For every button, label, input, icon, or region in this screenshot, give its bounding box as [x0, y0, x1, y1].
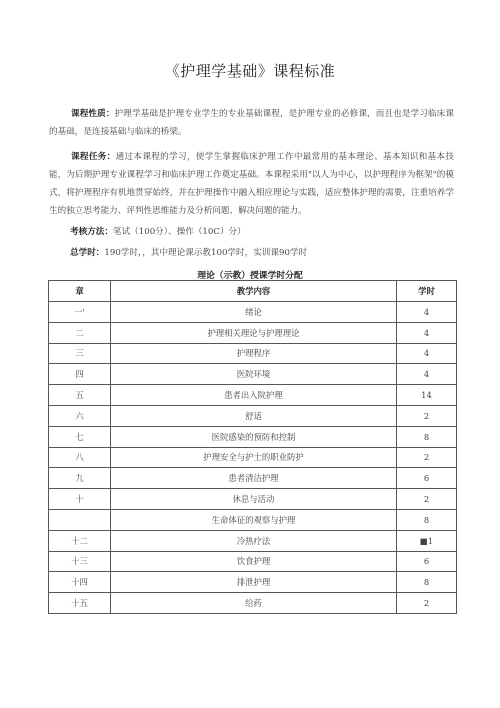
cell-chapter: 一': [49, 302, 111, 323]
cell-hours: 6: [397, 468, 457, 489]
cell-hours: 2: [397, 447, 457, 468]
cell-content: 饮食护理: [111, 551, 397, 572]
course-task-text: 通过本课程的学习，使学生掌握临床护理工作中最常用的基本理论、基本知识和基本技能，为后期护理专业课程学习和临床护理工作奠定基础。本课程采用"以人为中心，以护理程序为框架"的模式，将护理程序有机地贯穿始终，并在护理操作中融入相应理论与实践，适应整体护理的需要，注重培养学生的独立思考能力、评判性思维能力及分析问题、解决问题的能力。: [49, 152, 454, 216]
cell-hours: 8: [397, 509, 457, 530]
cell-hours: ■1: [397, 530, 457, 551]
cell-content: 医院环境: [111, 364, 397, 385]
hours-table: [48, 280, 457, 614]
cell-hours: 8: [397, 572, 457, 593]
table-row: [49, 322, 457, 343]
cell-chapter: 四: [49, 364, 111, 385]
table-row: [49, 405, 457, 426]
table-row: [49, 551, 457, 572]
cell-hours: 4: [397, 302, 457, 323]
exam-method-label: 考核方法：: [70, 227, 113, 237]
course-task-label: 课程任务：: [71, 152, 116, 162]
table-row: [49, 530, 457, 551]
cell-hours: 4: [397, 322, 457, 343]
cell-hours: 2: [397, 405, 457, 426]
cell-chapter: 八: [49, 447, 111, 468]
cell-hours: 4: [397, 364, 457, 385]
table-row: [49, 593, 457, 614]
table-row: [49, 426, 457, 447]
cell-content: 生命体征的观察与护理: [111, 509, 397, 530]
cell-content: 排泄护理: [111, 572, 397, 593]
course-nature-label: 课程性质：: [71, 109, 115, 119]
exam-method-line: [70, 225, 246, 239]
cell-hours: 8: [397, 426, 457, 447]
cell-hours: 2: [397, 489, 457, 510]
cell-content: 护理安全与护士的职业防护: [111, 447, 397, 468]
table-row: [49, 489, 457, 510]
header-chapter: 章: [49, 281, 111, 302]
cell-chapter: 十: [49, 489, 111, 510]
table-row: [49, 447, 457, 468]
table-row: [49, 302, 457, 323]
cell-content: 患者出入院护理: [111, 385, 397, 406]
cell-chapter: 十五: [49, 593, 111, 614]
cell-content: 给药: [111, 593, 397, 614]
cell-content: 护理相关理论与护理理论: [111, 322, 397, 343]
cell-content: 冷热疗法: [111, 530, 397, 551]
table-header-row: [49, 281, 457, 302]
table-row: [49, 385, 457, 406]
course-nature-text: 护理学基础是护理专业学生的专业基础课程，是护理专业的必修课，而且也是学习临床课的基础，是连接基础与临床的桥梁。: [49, 109, 454, 137]
cell-chapter: 六: [49, 405, 111, 426]
table-row: [49, 509, 457, 530]
cell-hours: 14: [397, 385, 457, 406]
exam-method-text: 笔试（100分）、操作（10C）分）: [112, 227, 246, 237]
cell-content: 休息与活动: [111, 489, 397, 510]
cell-chapter: 五: [49, 385, 111, 406]
cell-chapter: 十三: [49, 551, 111, 572]
cell-chapter: 七: [49, 426, 111, 447]
table-row: [49, 468, 457, 489]
cell-content: 护理程序: [111, 343, 397, 364]
course-nature-paragraph: [49, 105, 454, 141]
cell-chapter: 二: [49, 322, 111, 343]
total-hours-text: 190学时，，其中理论课示教100学时，实训课90学时: [104, 248, 308, 258]
cell-content: 患者清洁护理: [111, 468, 397, 489]
cell-chapter: 三: [49, 343, 111, 364]
cell-hours: 2: [397, 593, 457, 614]
total-hours-line: [70, 246, 307, 260]
cell-hours: 6: [397, 551, 457, 572]
document-title: 《护理学基础》课程标准: [164, 62, 336, 80]
header-hours: 学时: [397, 281, 457, 302]
header-content: 教学内容: [111, 281, 397, 302]
table-title: 理论（示教）授课学时分配: [197, 271, 303, 281]
cell-chapter: 九: [49, 468, 111, 489]
cell-content: 医院感染的预防和控制: [111, 426, 397, 447]
cell-chapter: 十四: [49, 572, 111, 593]
cell-content: 舒适: [111, 405, 397, 426]
cell-hours: 4: [397, 343, 457, 364]
table-row: [49, 572, 457, 593]
cell-content: 绪论: [111, 302, 397, 323]
cell-chapter: [49, 509, 111, 530]
table-row: [49, 364, 457, 385]
table-row: [49, 343, 457, 364]
course-task-paragraph: [49, 148, 454, 220]
total-hours-label: 总学时：: [70, 248, 105, 258]
cell-chapter: 十二: [49, 530, 111, 551]
